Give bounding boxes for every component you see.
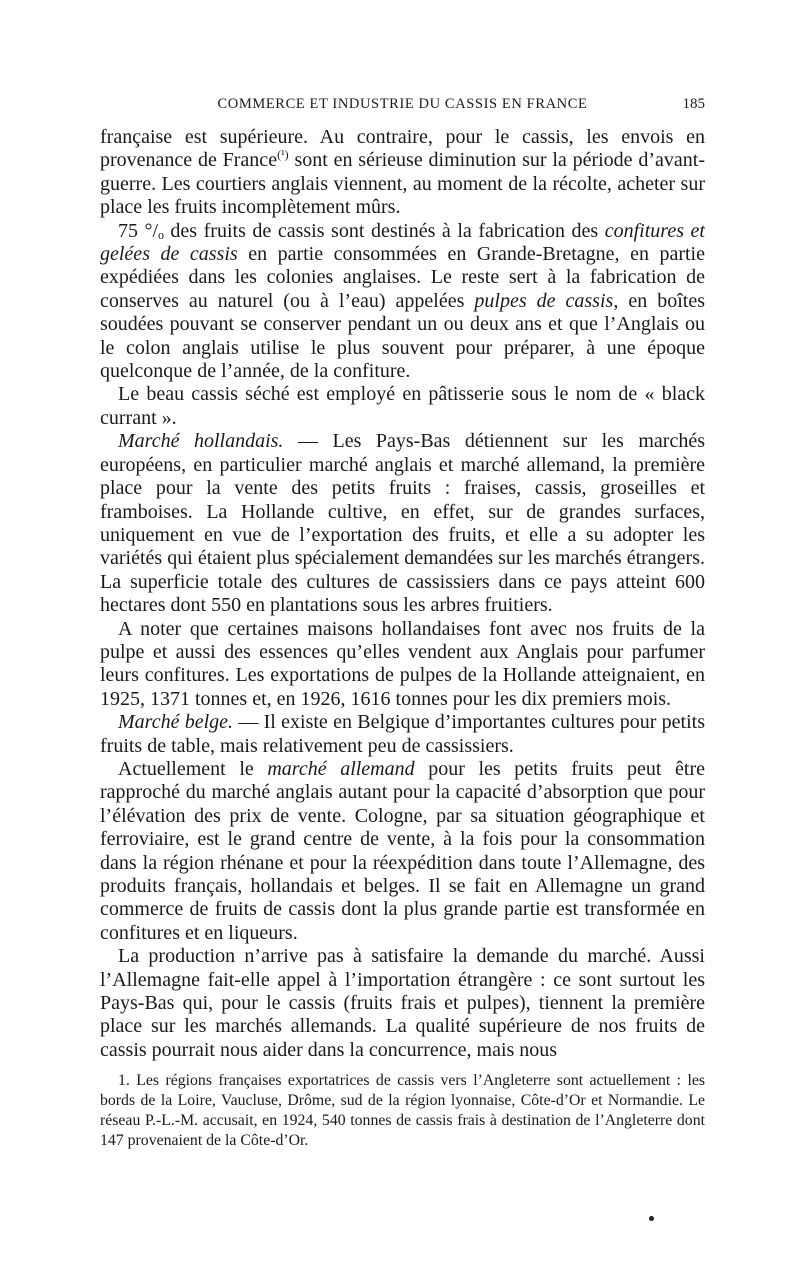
page-number: 185 — [682, 96, 705, 112]
section-heading: Marché belge. — [118, 711, 234, 734]
paragraph: Actuellement le marché allemand pour les petits fruits peut être rapproché du marché anglais autant pour la capacité d’absorption que pour l’élévation des prix de vente. Cologne, par sa situation géographique et ferroviaire, est le grand centre de vente, à la fois pour la consommation dans la région rhénane et pour la réexpédition dans toute l’Allemagne, des produits français, hollandais et belges. Il se fait en Allemagne un grand commerce de fruits de cassis dont la plus grande partie est transformée en confitures et en liqueurs. — [100, 757, 706, 944]
section-heading: Marché hollandais. — [118, 430, 284, 453]
paragraph: Le beau cassis séché est employé en pâtisserie sous le nom de « black currant ». — [100, 383, 705, 429]
body-text — [100, 126, 705, 1062]
paragraph: Marché hollandais. — Les Pays-Bas détiennent sur les marchés européens, en particulier marché anglais et marché allemand, la première place pour la vente des petits fruits : fraises, cassis, groseilles et framboises. La Hollande cultive, en effet, sur de grandes surfaces, uniquement en vue de l’exportation des fruits, et elle a su adopter les variétés qui étaient plus spécialement demandées sur les marchés étrangers. La superficie totale des cultures de cassissiers dans ce pays atteint 600 hectares dont 550 en plantations sous les arbres fruitiers. — [100, 430, 705, 617]
footnotes — [100, 1071, 705, 1151]
paragraph: La production n’arrive pas à satisfaire la demande du marché. Aussi l’Allemagne fait-elle appel à l’importation étrangère : ce sont surtout les Pays-Bas qui, pour le cassis (fruits frais et pulpes), tiennent la première place sur les marchés allemands. La qualité supérieure de nos fruits de cassis pourrait nous aider dans la concurrence, mais nous — [100, 945, 705, 1061]
running-head — [100, 96, 705, 118]
footnote-ref: (¹) — [277, 147, 289, 162]
ink-speck — [649, 1216, 654, 1221]
paragraph: Marché belge. — Il existe en Belgique d’importantes cultures pour petits fruits de table, mais relativement peu de cassissiers. — [100, 711, 705, 757]
running-title: COMMERCE ET INDUSTRIE DU CASSIS EN FRANCE — [217, 96, 588, 112]
paragraph: française est supérieure. Au contraire, pour le cassis, les envois en provenance de France$^{(^1)}$ sont en sérieuse diminution sur la période d’avant-guerre. Les courtiers anglais viennent, au moment de la récolte, acheter sur place les fruits incomplètement mûrs. — [100, 126, 705, 219]
paragraph: 75 °/ₒ des fruits de cassis sont destinés à la fabrication des confitures et gelées de cassis en partie consommées en Grande-Bretagne, en partie expédiées dans les colonies anglaises. Le reste sert à la fabrication de conserves au naturel (ou à l’eau) appelées pulpes de cassis, en boîtes soudées pouvant se conserver pendant un ou deux ans et que l’Anglais ou le colon anglais utilise le plus souvent pour préparer, à une époque quelconque de l’année, de la confiture. — [100, 219, 705, 383]
paragraph: A noter que certaines maisons hollandaises font avec nos fruits de la pulpe et aussi des essences qu’elles vendent aux Anglais pour parfumer leurs confitures. Les exportations de pulpes de la Hollande atteignaient, en 1925, 1371 tonnes et, en 1926, 1616 tonnes pour les dix premiers mois. — [100, 617, 705, 710]
footnote: 1. Les régions françaises exportatrices de cassis vers l’Angleterre sont actuellement : les bords de la Loire, Vaucluse, Drôme, sud de la région lyonnaise, Côte-d’Or et Normandie. Le réseau P.-L.-M. accusait, en 1924, 540 tonnes de cassis frais à destination de l’Angleterre dont 147 provenaient de la Côte-d’Or. — [100, 1072, 705, 1149]
